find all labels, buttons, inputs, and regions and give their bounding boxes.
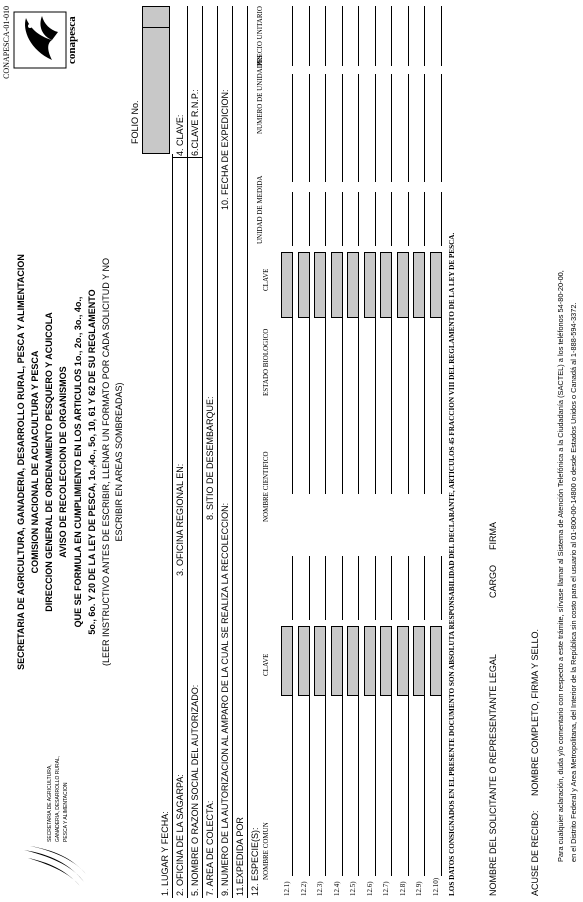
field-lugar-fecha: 1. LUGAR Y FECHA:: [160, 811, 170, 896]
row-label: 12.1): [283, 881, 291, 896]
sagarpa-logo: [20, 755, 90, 888]
signature-cargo-label: CARGO: [488, 564, 498, 598]
row-label: 12.8): [398, 881, 407, 896]
field-especies: 12. ESPECIE(S):: [250, 827, 260, 896]
shaded-cell: [397, 626, 409, 696]
header-line-4: AVISO DE RECOLECCION DE ORGANISMOS: [58, 366, 68, 558]
field-oficina-regional: 3. OFICINA REGIONAL EN:: [175, 463, 185, 576]
shaded-cell: [397, 252, 409, 318]
shaded-cell: [430, 252, 442, 318]
field-numero-autorizacion: 9. NUMERO DE LA AUTORIZACION AL AMPARO DE LA CUAL SE REALIZA LA RECOLECCION:: [220, 502, 230, 896]
shaded-cell: [380, 626, 392, 696]
row-label: 12.7): [382, 881, 390, 896]
conapesca-fish-icon: [12, 10, 68, 70]
field-sitio-desembarque: 8. SITIO DE DESEMBARQUE:: [205, 396, 215, 520]
col-clave-1: CLAVE: [262, 653, 270, 676]
field-nombre-autorizado: 5. NOMBRE O RAZON SOCIAL DEL AUTORIZADO:: [190, 684, 200, 896]
row-label: 12.3): [316, 881, 324, 896]
shaded-cell: [281, 252, 293, 318]
shaded-cell: [331, 626, 343, 696]
conapesca-wordmark: conapesca: [66, 16, 78, 64]
shaded-cell: [430, 626, 442, 696]
header-line-5: QUE SE FORMULA EN CUMPLIMIENTO EN LOS ARTICULOS 1o., 2o., 3o., 4o.,: [73, 296, 83, 628]
shaded-cell: [413, 626, 425, 696]
header-line-6: 5o., 6o. Y 20 DE LA LEY DE PESCA, 1o.,4o., 5o, 10, 61 Y 62 DE SU REGLAMENTO: [87, 289, 97, 635]
shaded-cell: [314, 626, 326, 696]
field-area-colecta: 7. AREA DE COLECTA:: [205, 800, 215, 896]
col-numero-unidades: NUMERO DE UNIDADES: [256, 55, 264, 134]
sagarpa-logo-line1: SECRETARIA DE AGRICULTURA,: [47, 764, 53, 842]
header-line-7: (LEER INSTRUCTIVO ANTES DE ESCRIBIR, LLENAR UN FORMATO POR CADA SOLICITUD Y NO: [101, 258, 111, 666]
field-clave: 4. CLAVE:: [175, 114, 185, 156]
row-label: 12.10): [431, 877, 440, 896]
row-label: 12.4): [332, 881, 341, 896]
shaded-cell: [298, 252, 310, 318]
row-label: 12.2): [299, 881, 308, 896]
field-clave-rnp: 6.CLAVE R.N.P.:: [190, 89, 200, 156]
row-label: 12.6): [365, 881, 374, 896]
shaded-cell: [364, 252, 376, 318]
shaded-cell: [281, 626, 293, 696]
conapesca-logo: [12, 10, 84, 70]
field-oficina-sagarpa: 2. OFICINA DE LA SAGARPA:: [175, 774, 185, 896]
header-line-8: ESCRIBIR EN AREAS SOMBREADAS): [114, 382, 124, 542]
signature-name-label: NOMBRE DEL SOLICITANTE O REPRESENTANTE LEGAL: [488, 654, 498, 896]
sagarpa-emblem-icon: [20, 844, 90, 888]
field-fecha-expedicion: 10. FECHA DE EXPEDICION:: [220, 89, 230, 210]
sagarpa-logo-line3: PESCA Y ALIMENTACION: [63, 782, 69, 842]
shaded-cell: [347, 252, 359, 318]
footer-line-1: Para cualquier aclaración, duda y/o comentario con respecto a este trámite, sírvase llamar al Sistema de Atención Telefónica a la Ciudadanía (SACTEL) a los teléfonos 54-80-20-00,: [556, 270, 565, 862]
shaded-cell: [380, 252, 392, 318]
col-nombre-comun: NOMBRE COMUN: [262, 822, 270, 880]
header-line-1: SECRETARIA DE AGRICULTURA, GANADERIA, DESARROLLO RURAL, PESCA Y ALIMENTACION: [16, 254, 26, 670]
col-estado-biologico: ESTADO BIOLOGICO: [262, 328, 270, 396]
row-label: 12.5): [349, 881, 357, 896]
col-nombre-cientifico: NOMBRE CIENTIFICO: [262, 451, 270, 522]
declaration-text: LOS DATOS CONSIGNADOS EN EL PRESENTE DOCUMENTO SON ABSOLUTA RESPONSABILIDAD DEL DECLARANTE, ARTICULOS 45 FRACCION VIII DEL REGLAMENTO DE LA LEY DE PESCA.: [448, 232, 456, 896]
shaded-cell: [314, 252, 326, 318]
field-expedida-por: 11.EXPEDIDA POR: [235, 817, 245, 896]
row-label: 12.9): [415, 881, 423, 896]
folio-box: [142, 6, 170, 154]
form-code: CONAPESCA-01-010: [2, 6, 11, 79]
shaded-cell: [298, 626, 310, 696]
footer-line-2: en el Distrito Federal y Area Metropolitana, del Interior de la República sin costo para el usuario al 01-800-00-14800 o desde Estados Unidos o Canadá al 1-888-594-3372.: [569, 302, 578, 862]
shaded-cell: [364, 626, 376, 696]
header-line-3: DIRECCION GENERAL DE ORDENAMIENTO PESQUERO Y ACUICOLA: [44, 312, 54, 612]
shaded-cell: [413, 252, 425, 318]
shaded-cell: [347, 626, 359, 696]
col-precio-unitario: PRECIO UNITARIO: [256, 6, 264, 66]
col-clave-2: CLAVE: [262, 268, 270, 291]
shaded-cell: [331, 252, 343, 318]
folio-label: FOLIO No.: [130, 100, 140, 144]
signature-firma-label: FIRMA: [488, 522, 498, 550]
acuse-text: NOMBRE COMPLETO, FIRMA Y SELLO.: [530, 628, 540, 796]
sagarpa-logo-line2: GANADERIA, DESARROLLO RURAL,: [55, 755, 61, 842]
header-line-2: COMISION NACIONAL DE ACUACULTURA Y PESCA: [30, 350, 40, 574]
col-unidad-medida: UNIDAD DE MEDIDA: [256, 175, 264, 244]
acuse-label: ACUSE DE RECIBO:: [530, 810, 540, 896]
